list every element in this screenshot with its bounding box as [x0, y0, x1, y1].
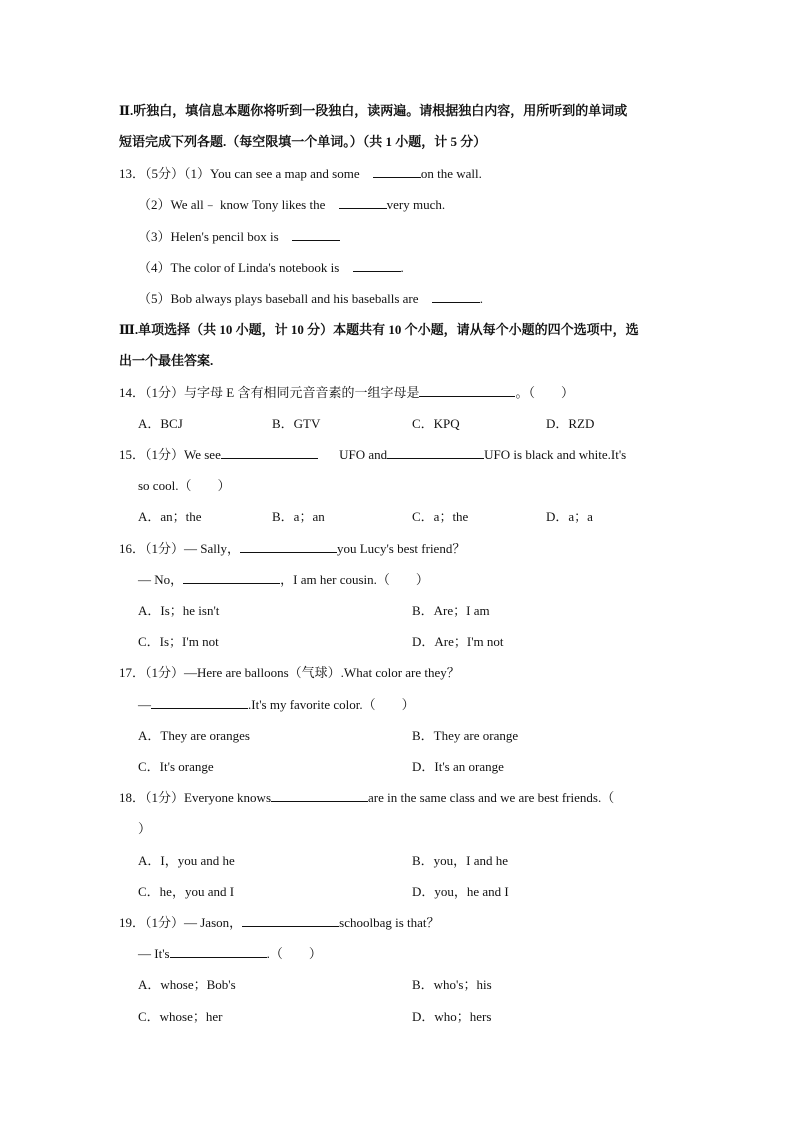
q18-stem-tail: are in the same class and we are best friends.（	[368, 790, 615, 805]
q17-stem: 17．（1分）—Here are balloons（气球）.What color are they？	[119, 665, 460, 680]
q16-option-b[interactable]: B．Are；I am	[412, 603, 490, 618]
q15-blank-2[interactable]	[387, 446, 484, 459]
q13-line1	[119, 165, 482, 183]
q16-stem-tail: you Lucy's best friend？	[336, 541, 466, 556]
q16-stem-line2	[138, 571, 429, 589]
q15-stem-line2: so cool.（ ）	[138, 478, 231, 493]
q13-line2	[138, 196, 445, 214]
q16-blank-1[interactable]	[240, 540, 337, 553]
q16-option-a[interactable]: A．Is；he isn't	[138, 603, 220, 618]
q18-stem-line2: ）	[138, 821, 152, 836]
q13-number: 13．（5分）	[119, 166, 185, 181]
q14-stem-tail: 。（ ）	[515, 385, 574, 400]
q13-s4-text: （4）The color of Linda's notebook is	[138, 260, 340, 275]
q17-blank[interactable]	[151, 696, 248, 709]
q16-line2-tail: ，I am her cousin.（ ）	[280, 572, 429, 587]
q18-stem	[119, 789, 614, 807]
q15-blank-1[interactable]	[221, 446, 318, 459]
q18-option-d[interactable]: D．you，he and I	[412, 884, 509, 899]
q17-line2-tail: .It's my favorite color.（ ）	[248, 697, 415, 712]
q14-option-b[interactable]: B．GTV	[272, 416, 321, 431]
q17-stem-line2	[138, 696, 415, 714]
q13-line5	[138, 290, 483, 308]
q19-blank-2[interactable]	[170, 945, 267, 958]
q16-option-d[interactable]: D．Are；I'm not	[412, 634, 504, 649]
q14-option-a[interactable]: A．BCJ	[138, 416, 183, 431]
q13-s2-tail: very much.	[386, 197, 446, 212]
q13-s1-text: （1）You can see a map and some	[184, 166, 360, 181]
q19-line2-tail: .（ ）	[266, 946, 322, 961]
q14-stem	[119, 384, 574, 402]
q19-option-b[interactable]: B．who's；his	[412, 977, 492, 992]
q19-stem-tail: schoolbag is that？	[339, 915, 440, 930]
q19-blank-1[interactable]	[242, 914, 339, 927]
q16-option-c[interactable]: C．Is；I'm not	[138, 634, 219, 649]
q15-option-b[interactable]: B．a；an	[272, 509, 325, 524]
q19-option-c[interactable]: C．whose；her	[138, 1009, 223, 1024]
q16-blank-2[interactable]	[183, 571, 280, 584]
q13-s2-text: （2）We all﹣ know Tony likes the	[138, 197, 326, 212]
q13-s5-text: （5）Bob always plays baseball and his baseballs are	[138, 291, 419, 306]
q13-s2-blank[interactable]	[339, 196, 387, 209]
q15-stem-mid: UFO and	[339, 447, 388, 462]
q13-s1-tail: on the wall.	[420, 166, 482, 181]
q15-stem-text: 15．（1分）We see	[119, 447, 221, 462]
q14-option-c[interactable]: C．KPQ	[412, 416, 460, 431]
q13-s4-tail: .	[400, 260, 404, 275]
q15-option-c[interactable]: C．a；the	[412, 509, 469, 524]
q17-option-d[interactable]: D．It's an orange	[412, 759, 504, 774]
section2-heading-line1: Ⅱ.听独白，填信息本题你将听到一段独白，读两遍。请根据独白内容，用所听到的单词或	[119, 103, 628, 118]
q13-s5-blank[interactable]	[432, 290, 480, 303]
q15-option-a[interactable]: A．an；the	[138, 509, 202, 524]
section2-heading-line2: 短语完成下列各题.（每空限填一个单词。）（共 1 小题，计 5 分）	[119, 134, 487, 149]
q14-stem-text: 14．（1分）与字母 E 含有相同元音音素的一组字母是	[119, 385, 420, 400]
section3-heading-line1: Ⅲ.单项选择（共 10 小题，计 10 分）本题共有 10 个小题，请从每个小题的四个选项中，选	[119, 322, 639, 337]
q17-line2-text: —	[138, 697, 151, 712]
q18-option-b[interactable]: B．you，I and he	[412, 853, 509, 868]
q18-option-c[interactable]: C．he，you and I	[138, 884, 235, 899]
q19-option-a[interactable]: A．whose；Bob's	[138, 977, 236, 992]
q14-option-d[interactable]: D．RZD	[546, 416, 595, 431]
q16-line2-text: — No，	[138, 572, 184, 587]
q19-stem-text: 19．（1分）— Jason，	[119, 915, 243, 930]
q15-stem	[119, 446, 626, 464]
q13-line3	[138, 228, 340, 246]
q16-stem	[119, 540, 465, 558]
q19-stem	[119, 914, 440, 932]
q13-line4	[138, 259, 404, 277]
q18-blank[interactable]	[271, 789, 368, 802]
q17-option-a[interactable]: A．They are oranges	[138, 728, 250, 743]
q14-blank[interactable]	[419, 384, 515, 397]
q19-line2-text: — It's	[138, 946, 170, 961]
q13-s3-text: （3）Helen's pencil box is	[138, 229, 279, 244]
q15-option-d[interactable]: D．a；a	[546, 509, 593, 524]
q13-s1-blank[interactable]	[373, 165, 421, 178]
q17-option-c[interactable]: C．It's orange	[138, 759, 214, 774]
q19-option-d[interactable]: D．who；hers	[412, 1009, 492, 1024]
q17-option-b[interactable]: B．They are orange	[412, 728, 519, 743]
q13-s4-blank[interactable]	[353, 259, 401, 272]
section3-heading-line2: 出一个最佳答案.	[119, 353, 214, 368]
q13-s5-tail: .	[479, 291, 484, 306]
q13-s3-blank[interactable]	[292, 228, 340, 241]
q18-option-a[interactable]: A．I，you and he	[138, 853, 235, 868]
q15-stem-tail: UFO is black and white.It's	[484, 447, 627, 462]
q19-stem-line2	[138, 945, 322, 963]
q16-stem-text: 16．（1分）— Sally，	[119, 541, 240, 556]
q18-stem-text: 18．（1分）Everyone knows	[119, 790, 272, 805]
